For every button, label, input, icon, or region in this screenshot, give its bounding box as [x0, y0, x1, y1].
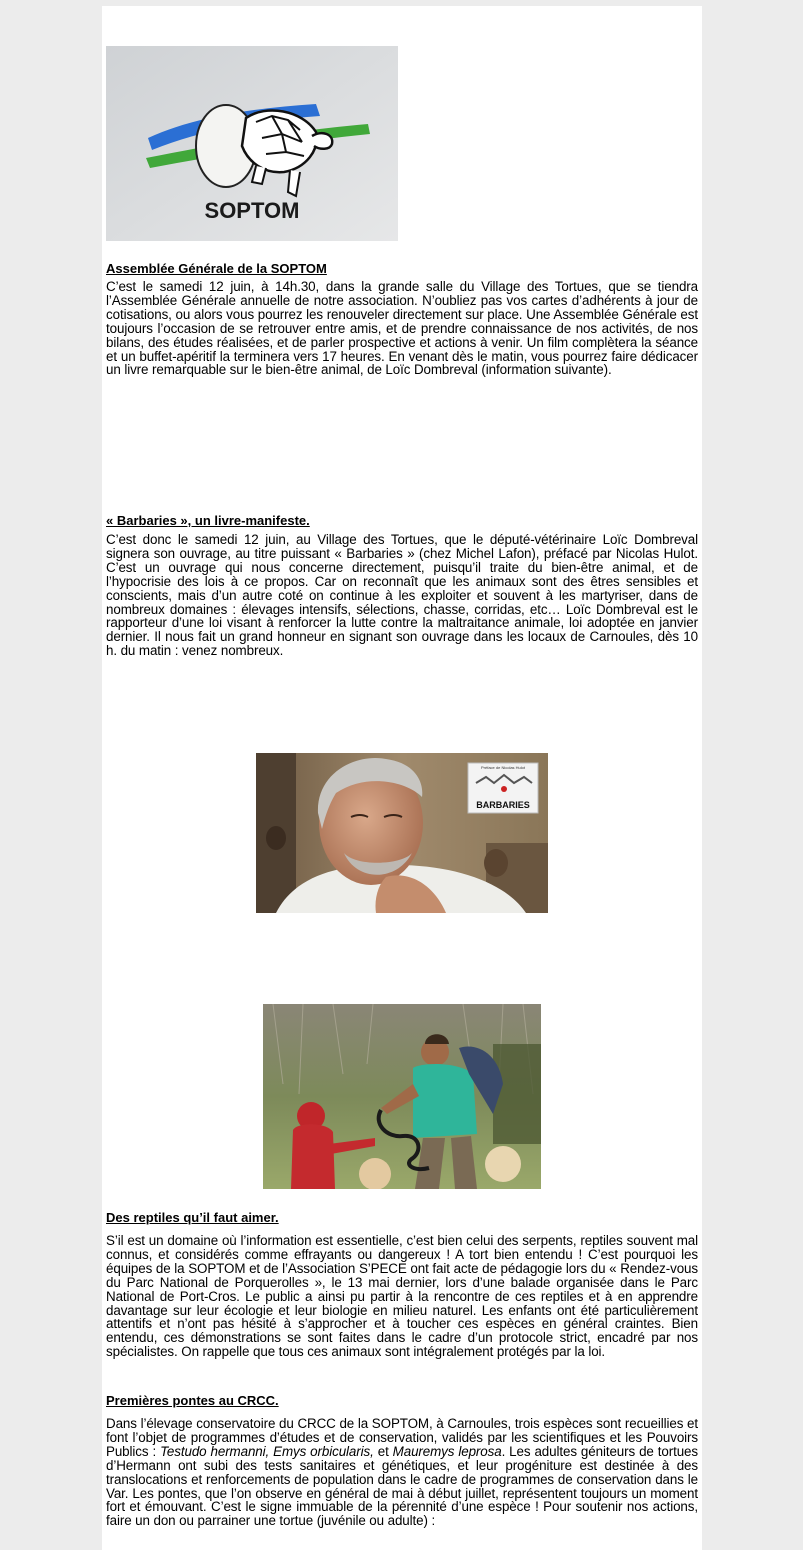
logo-text: SOPTOM	[204, 198, 300, 223]
species-italic-1: Testudo hermanni, Emys orbicularis,	[160, 1443, 374, 1459]
turtle-egg-logo-icon	[106, 46, 398, 241]
portrait-photo-icon	[256, 753, 548, 913]
section-title-pontes: Premières pontes au CRCC.	[106, 1393, 279, 1408]
soptom-logo-image	[106, 46, 398, 241]
snake-photo-icon	[263, 1004, 541, 1189]
section-title-barbaries: « Barbaries », un livre-manifeste.	[106, 513, 310, 528]
pontes-body-end: . Les adultes géniteurs de tortues d’Hermann ont subi des tests sanitaires et génétiques, et leur progéniture est destinée à des translocations et renforcements de population dans le cadre de programmes de conservation dans le Var. Les pontes, que l’on observe en général de mai à début juillet, représentent toujours un moment fort et émouvant. C’est le signe immuable de la pérennité d’une espèce ! Pour soutenir nos actions, faire un don ou parrainer une tortue (juvénile ou adulte) :	[106, 1443, 698, 1529]
newsletter-page	[102, 6, 702, 1550]
author-portrait-photo	[256, 753, 548, 913]
snake-demonstration-photo	[263, 1004, 541, 1189]
section-title-reptiles: Des reptiles qu’il faut aimer.	[106, 1210, 279, 1225]
pontes-body-start: Dans l’élevage conservatoire du CRCC de la SOPTOM, à Carnoules, trois espèces sont recueillies et font l’objet de programmes d’études et de conservation, validés par les scientifiques et les Pouvoirs Publics :	[106, 1416, 698, 1459]
species-join: et	[373, 1443, 393, 1459]
section-body-reptiles: S’il est un domaine où l’information est essentielle, c’est bien celui des serpents, reptiles souvent mal connus, et considérés comme effrayants ou dangereux ! A tort bien entendu ! C’est pourquoi les équipes de la SOPTOM et de l’Association S’PECE ont fait acte de pédagogie lors du « Rendez-vous du Parc National de Porquerolles », le 13 mai dernier, lors d’une balade organisée dans le Parc National de Port-Cros. Le public a ainsi pu partir à la rencontre de ces reptiles et à en apprendre davantage sur leur écologie et leur biologie en milieu naturel. Les enfants ont été particulièrement attentifs et n’ont pas hésité à s’approcher et à toucher ces espèces en général craintes. Bien entendu, ces démonstrations se sont faites dans le cadre d’un protocole strict, encadré par nos spécialistes. On rappelle que tous ces animaux sont intégralement protégés par la loi.	[106, 1233, 698, 1360]
section-title-assemblee: Assemblée Générale de la SOPTOM	[106, 261, 327, 276]
section-body-assemblee: C’est le samedi 12 juin, à 14h.30, dans la grande salle du Village des Tortues, que se tiendra l’Assemblée Générale annuelle de notre association. N’oubliez pas vos cartes d’adhérents à jour de cotisations, ou alors vous pourrez les renouveler directement sur place. Une Assemblée Générale est toujours l’occasion de se retrouver entre amis, et de prendre connaissance de nos activités, de nos bilans, des études réalisées, et de parler prospective et actions à venir. Un film complètera la séance et un buffet-apéritif la terminera vers 17 heures. En venant dès le matin, vous pourrez faire dédicacer un livre remarquable sur le bien-être animal, de Loïc Dombreval (information suivante).	[106, 279, 698, 378]
section-body-barbaries: C’est donc le samedi 12 juin, au Village des Tortues, que le député-vétérinaire Loïc Dombreval signera son ouvrage, au titre puissant « Barbaries » (chez Michel Lafon), préfacé par Nicolas Hulot. C’est un ouvrage qui nous concerne directement, puisqu’il traite du bien-être animal, et de l’hypocrisie des lois à ce propos. Car on reconnaît que les animaux sont des êtres sensibles et conscients, mais d’un autre coté on continue à les exploiter et souvent à les martyriser, dans de nombreux domaines : élevages intensifs, sélections, chasse, corridas, etc… Loïc Dombreval est le rapporteur d’une loi visant à renforcer la lutte contre la maltraitance animale, loi adoptée en janvier dernier. Il nous fait un grand honneur en signant son ouvrage dans les locaux de Carnoules, dès 10 h. du matin : venez nombreux.	[106, 532, 698, 659]
section-body-pontes	[106, 1417, 698, 1528]
book-subtitle: Préface de Nicolas Hulot	[480, 765, 526, 770]
book-title: BARBARIES	[476, 800, 530, 810]
species-italic-2: Mauremys leprosa	[392, 1443, 502, 1459]
